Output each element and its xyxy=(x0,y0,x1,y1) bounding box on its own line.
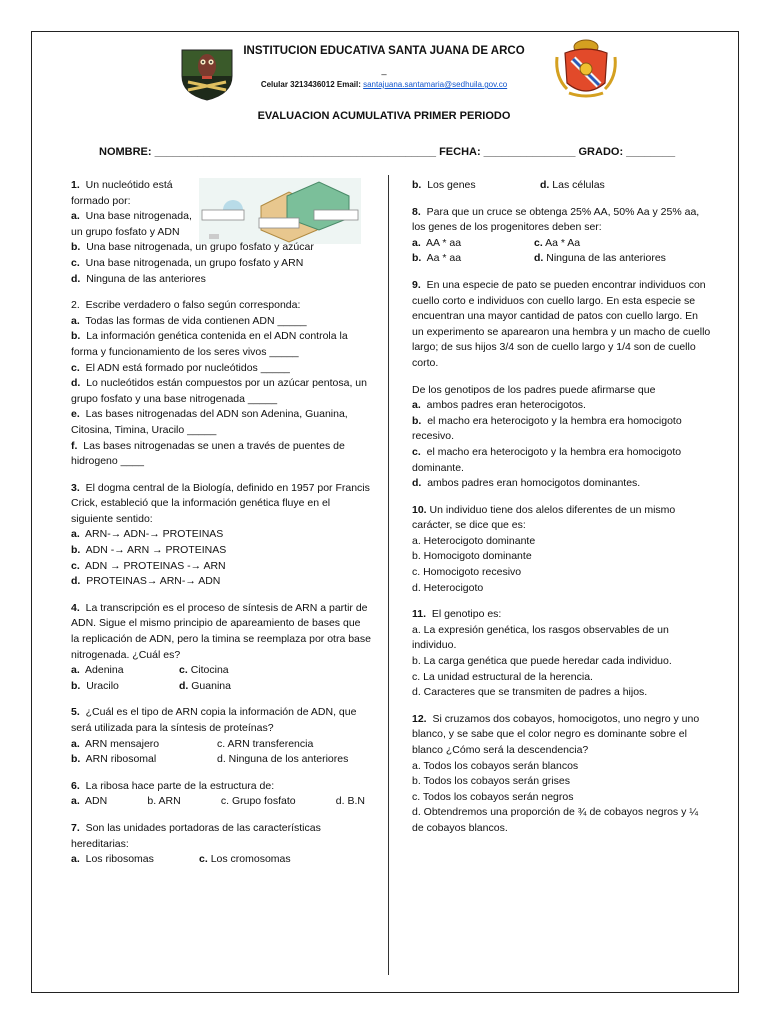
question-stem: Un individuo tiene dos alelos diferentes de un mismo carácter, se dice que es: xyxy=(412,503,676,532)
option-letter: c. xyxy=(534,236,543,249)
option-a: AA * aa xyxy=(426,236,462,249)
option-a: ADN xyxy=(85,795,108,808)
option-letter: b. xyxy=(412,252,422,265)
option-letter: b. xyxy=(71,544,81,557)
question-12 xyxy=(412,712,712,837)
option-letter: a. xyxy=(71,210,80,223)
option-letter: d. xyxy=(179,679,189,692)
question-6 xyxy=(71,779,371,810)
question-2 xyxy=(71,298,371,470)
option-letter: b. xyxy=(71,679,81,692)
question-4 xyxy=(71,601,371,695)
right-column xyxy=(412,178,712,848)
question-stem: ¿Cuál es el tipo de ARN copia la información de ADN, que será utilizada para la síntesis de proteínas? xyxy=(71,706,357,734)
option-letter: a. xyxy=(412,399,421,412)
option-letter: d. xyxy=(71,272,81,285)
statement-b: La información genética contenida en el ADN controla la forma y funcionamiento de los seres vivos _____ xyxy=(71,330,348,358)
option-d: Las células xyxy=(552,179,605,191)
option-c: Una base nitrogenada, un grupo fosfato y ARN xyxy=(85,256,304,269)
question-stem: El genotipo es: xyxy=(431,608,502,621)
option-letter: d. xyxy=(534,252,544,265)
option-letter: d. xyxy=(71,575,81,588)
option-b: ARN ribosomal xyxy=(85,753,157,766)
question-8 xyxy=(412,205,712,267)
question-stem: En una especie de pato se pueden encontrar individuos con cuello corto e individuos con cuello largo. En esta especie se encuentran una mayor cantidad de patos con cuello largo. En un experimento se aparearon una hembra y un macho de cuello largo; de sus hijos 3/4 son de cuello largo y 1/4 son de cuello corto. xyxy=(412,278,711,369)
question-10 xyxy=(412,503,712,597)
option-letter: b. xyxy=(71,241,81,254)
contact-line xyxy=(0,80,768,89)
option-c: c. La unidad estructural de la herencia. xyxy=(412,670,593,683)
question-number: 11. xyxy=(412,608,427,621)
question-9 xyxy=(412,278,712,492)
option-d: ambos padres eran homocigotos dominantes. xyxy=(427,477,641,490)
option-d: PROTEINAS→ ARN-→ ADN xyxy=(86,575,221,588)
option-c: ADN → PROTEINAS -→ ARN xyxy=(85,559,226,572)
option-d: d. Obtendremos una proporción de ¾ de cobayos negros y ¼ de cobayos blancos. xyxy=(412,806,699,834)
option-c: c. Homocigoto recesivo xyxy=(412,566,522,579)
option-b: ADN -→ ARN → PROTEINAS xyxy=(85,544,227,557)
question-7-continued xyxy=(412,178,712,194)
option-b: Una base nitrogenada, un grupo fosfato y azúcar xyxy=(86,241,314,254)
question-number: 1. xyxy=(71,179,80,191)
evaluation-title: EVALUACION ACUMULATIVA PRIMER PERIODO xyxy=(257,110,511,122)
student-info-line: NOMBRE: ______________________________________________ FECHA: _______________ GRADO: ________ xyxy=(99,146,676,158)
option-letter: b. xyxy=(412,179,422,191)
question-number: 10. xyxy=(412,503,427,516)
option-a: a. Todos los cobayos serán blancos xyxy=(412,759,579,772)
option-letter: a. xyxy=(71,314,80,327)
question-stem: Si cruzamos dos cobayos, homocigotos, uno negro y uno blanco, y se sabe que el color negro es dominante sobre el blanco ¿Cómo será la descendencia? xyxy=(412,712,700,756)
statement-a: Todas las formas de vida contienen ADN _____ xyxy=(85,314,307,327)
option-c: el macho era heterocigoto y la hembra era homocigoto dominante. xyxy=(412,445,682,474)
option-a: Una base nitrogenada, un grupo fosfato y ADN xyxy=(71,210,192,238)
question-number: 12. xyxy=(412,712,427,725)
question-number: 9. xyxy=(412,278,421,291)
option-letter: c. xyxy=(71,256,80,269)
option-a: Adenina xyxy=(85,664,124,677)
option-c: c. Todos los cobayos serán negros xyxy=(412,790,574,803)
option-letter: c. xyxy=(199,853,208,866)
option-d: Ninguna de las anteriores xyxy=(86,272,206,285)
option-c: Citocina xyxy=(190,664,229,677)
statement-c: El ADN está formado por nucleótidos _____ xyxy=(85,361,290,374)
statement-d: Lo nucleótidos están compuestos por un azúcar pentosa, un grupo fosfato y una base nitrogenada _____ xyxy=(71,377,367,405)
option-c: Los cromosomas xyxy=(210,853,291,866)
option-b: Los genes xyxy=(427,179,476,191)
option-letter: a. xyxy=(71,853,80,866)
option-letter: b. xyxy=(71,330,81,343)
header-dash: _ xyxy=(381,65,387,75)
question-5 xyxy=(71,705,371,767)
option-b: b. La carga genética que puede heredar cada individuo. xyxy=(412,655,672,668)
option-letter: e. xyxy=(71,408,80,421)
option-letter: a. xyxy=(412,236,421,249)
option-a: ambos padres eran heterocigotos. xyxy=(426,399,586,412)
question-7 xyxy=(71,821,371,868)
option-d: Ninguna de las anteriores xyxy=(546,252,666,265)
left-column xyxy=(71,178,371,879)
question-number: 2. xyxy=(71,299,80,312)
question-stem: Escribe verdadero o falso según corresponda: xyxy=(85,299,301,312)
option-b: Uracilo xyxy=(86,679,119,692)
question-number: 3. xyxy=(71,481,80,494)
option-a: a. La expresión genética, los rasgos observables de un individuo. xyxy=(412,623,669,652)
option-letter: d. xyxy=(412,477,422,490)
question-lead: De los genotipos de los padres puede afirmarse que xyxy=(412,383,656,396)
option-letter: f. xyxy=(71,439,78,452)
question-number: 7. xyxy=(71,821,80,834)
option-letter: b. xyxy=(412,414,422,427)
question-stem: Para que un cruce se obtenga 25% AA, 50% Aa y 25% aa, los genes de los progenitores deben ser: xyxy=(412,205,700,234)
option-b: el macho era heterocigoto y la hembra era homocigoto recesivo. xyxy=(412,414,682,443)
option-letter: d. xyxy=(540,179,550,191)
option-b: b. Homocigoto dominante xyxy=(412,550,532,563)
question-stem: El dogma central de la Biología, definido en 1957 por Francis Crick, estableció que la información genética fluye en el siguiente sentido: xyxy=(71,481,370,525)
option-b: b. Todos los cobayos serán grises xyxy=(412,775,570,788)
option-a: ARN-→ ADN-→ PROTEINAS xyxy=(85,528,224,541)
question-3 xyxy=(71,481,371,590)
option-b: b. ARN xyxy=(147,795,181,808)
school-name: INSTITUCION EDUCATIVA SANTA JUANA DE ARCO xyxy=(243,45,525,57)
column-divider xyxy=(388,175,389,975)
question-number: 8. xyxy=(412,205,421,218)
option-d: Guanina xyxy=(191,679,231,692)
option-letter: b. xyxy=(71,753,81,766)
option-d: d. Caracteres que se transmiten de padres a hijos. xyxy=(412,686,648,699)
question-number: 6. xyxy=(71,779,80,792)
option-c: c. ARN transferencia xyxy=(217,737,314,750)
option-a: ARN mensajero xyxy=(85,737,160,750)
option-a: a. Heterocigoto dominante xyxy=(412,534,536,547)
option-letter: a. xyxy=(71,528,80,541)
option-letter: c. xyxy=(179,664,188,677)
option-letter: d. xyxy=(71,377,81,390)
option-d: d. Ninguna de los anteriores xyxy=(217,753,349,766)
option-d: d. B.N xyxy=(335,795,365,808)
option-c: c. Grupo fosfato xyxy=(220,795,296,808)
statement-e: Las bases nitrogenadas del ADN son Adenina, Guanina, Citosina, Timina, Uracilo _____ xyxy=(71,408,348,436)
question-stem: Son las unidades portadoras de las características hereditarias: xyxy=(71,821,321,850)
option-d: d. Heterocigoto xyxy=(412,581,484,594)
statement-f: Las bases nitrogenadas se unen a través de puentes de hidrogeno ____ xyxy=(71,439,345,468)
email-link[interactable]: santajuana.santamaria@sedhuila.gov.co xyxy=(363,80,508,89)
option-a: Los ribosomas xyxy=(85,853,154,866)
option-letter: a. xyxy=(71,795,80,808)
option-c: Aa * Aa xyxy=(545,236,581,249)
option-letter: c. xyxy=(71,559,80,572)
option-letter: a. xyxy=(71,737,80,750)
question-stem: La transcripción es el proceso de síntesis de ARN a partir de ADN. Sigue el mismo principio de apareamiento de bases que la replicación de ADN, pero la timina se reemplaza por otra base nitrogenada. ¿Cuál es? xyxy=(71,601,371,661)
option-letter: a. xyxy=(71,664,80,677)
question-11 xyxy=(412,607,712,701)
option-letter: c. xyxy=(71,361,80,374)
question-stem: La ribosa hace parte de la estructura de: xyxy=(85,779,275,792)
question-number: 5. xyxy=(71,706,80,719)
question-number: 4. xyxy=(71,601,80,614)
option-b: Aa * aa xyxy=(426,252,462,265)
question-stem: Un nucleótido está formado por: xyxy=(71,179,173,207)
option-letter: c. xyxy=(412,445,421,458)
contact-phone: Celular 3213436012 Email: xyxy=(260,80,364,89)
question-1 xyxy=(71,178,371,287)
